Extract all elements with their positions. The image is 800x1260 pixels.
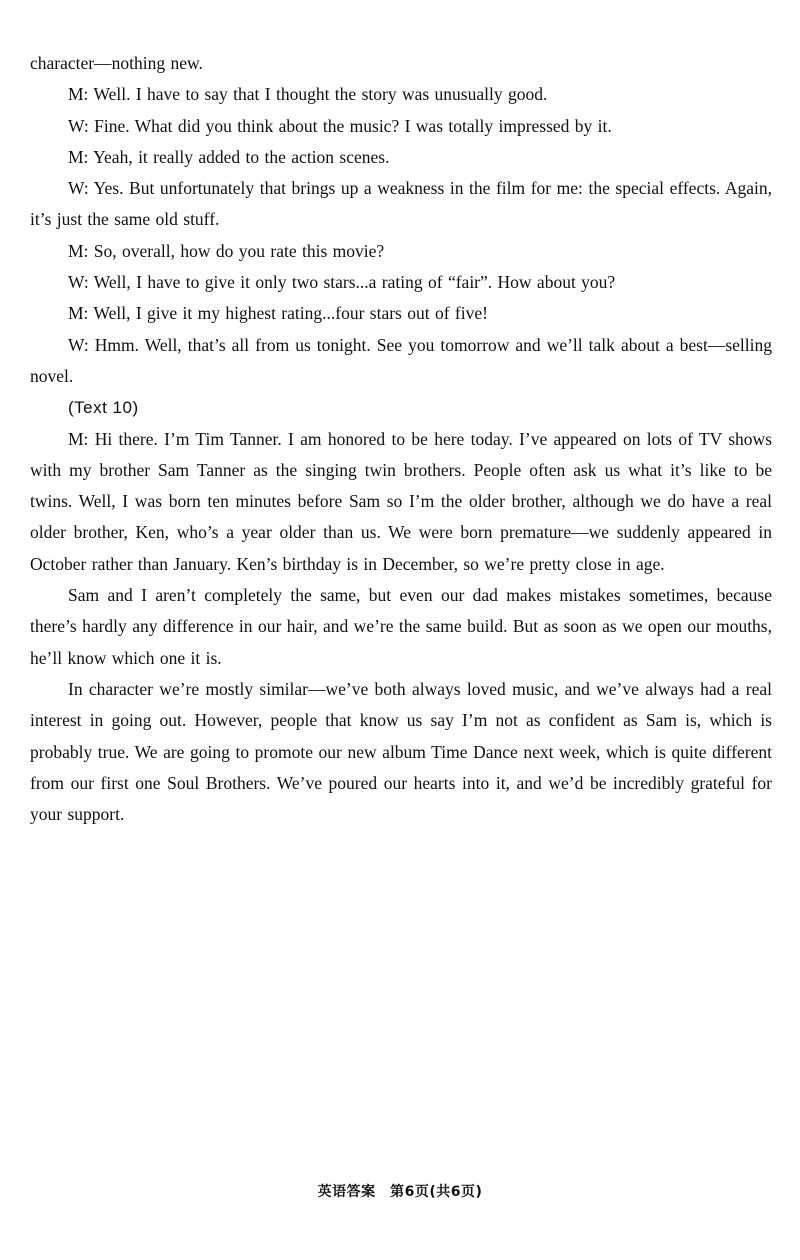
dialogue-line: W: Well, I have to give it only two stars...a rating of “fair”. How about you?	[68, 272, 616, 293]
dialogue-line: W: Fine. What did you think about the music? I was totally impressed by it.	[68, 115, 612, 136]
paragraph-continuation: character—nothing new.	[30, 53, 203, 73]
dialogue-line: M: Well. I have to say that I thought the story was unusually good.	[68, 84, 548, 105]
dialogue-line: W: Yes. But unfortunately that brings up a weakness in the film for me: the special effects. Again, it’s just the same old stuff.	[30, 178, 772, 230]
dialogue-line: M: Well, I give it my highest rating...four stars out of five!	[68, 303, 488, 324]
dialogue-line: W: Hmm. Well, that’s all from us tonight. See you tomorrow and we’ll talk about a best—selling novel.	[30, 334, 772, 386]
monologue-paragraph: In character we’re mostly similar—we’ve both always loved music, and we’ve always had a real interest in going out. However, people that know us say I’m not as confident as Sam is, which is probably true. We are going to promote our new album Time Dance next week, which is quite different from our first one Soul Brothers. We’ve poured our hearts into it, and we’d be incredibly grateful for your support.	[30, 678, 772, 825]
document-page	[30, 48, 772, 830]
section-heading: (Text 10)	[68, 398, 139, 418]
dialogue-line: M: So, overall, how do you rate this movie?	[68, 240, 385, 261]
dialogue-line: M: Yeah, it really added to the action scenes.	[68, 146, 390, 167]
monologue-paragraph: Sam and I aren’t completely the same, but even our dad makes mistakes sometimes, because there’s hardly any difference in our hair, and we’re the same build. But as soon as we open our mouths, he’ll know which one it is.	[30, 585, 772, 668]
page-footer: 英语答案 第6页(共6页)	[317, 1184, 483, 1200]
monologue-paragraph: M: Hi there. I’m Tim Tanner. I am honored to be here today. I’ve appeared on lots of TV shows with my brother Sam Tanner as the singing twin brothers. People often ask us what it’s like to be twins. Well, I was born ten minutes before Sam so I’m the older brother, although we do have a real older brother, Ken, who’s a year older than us. We were born premature—we suddenly appeared in October rather than January. Ken’s birthday is in December, so we’re pretty close in age.	[30, 428, 772, 574]
